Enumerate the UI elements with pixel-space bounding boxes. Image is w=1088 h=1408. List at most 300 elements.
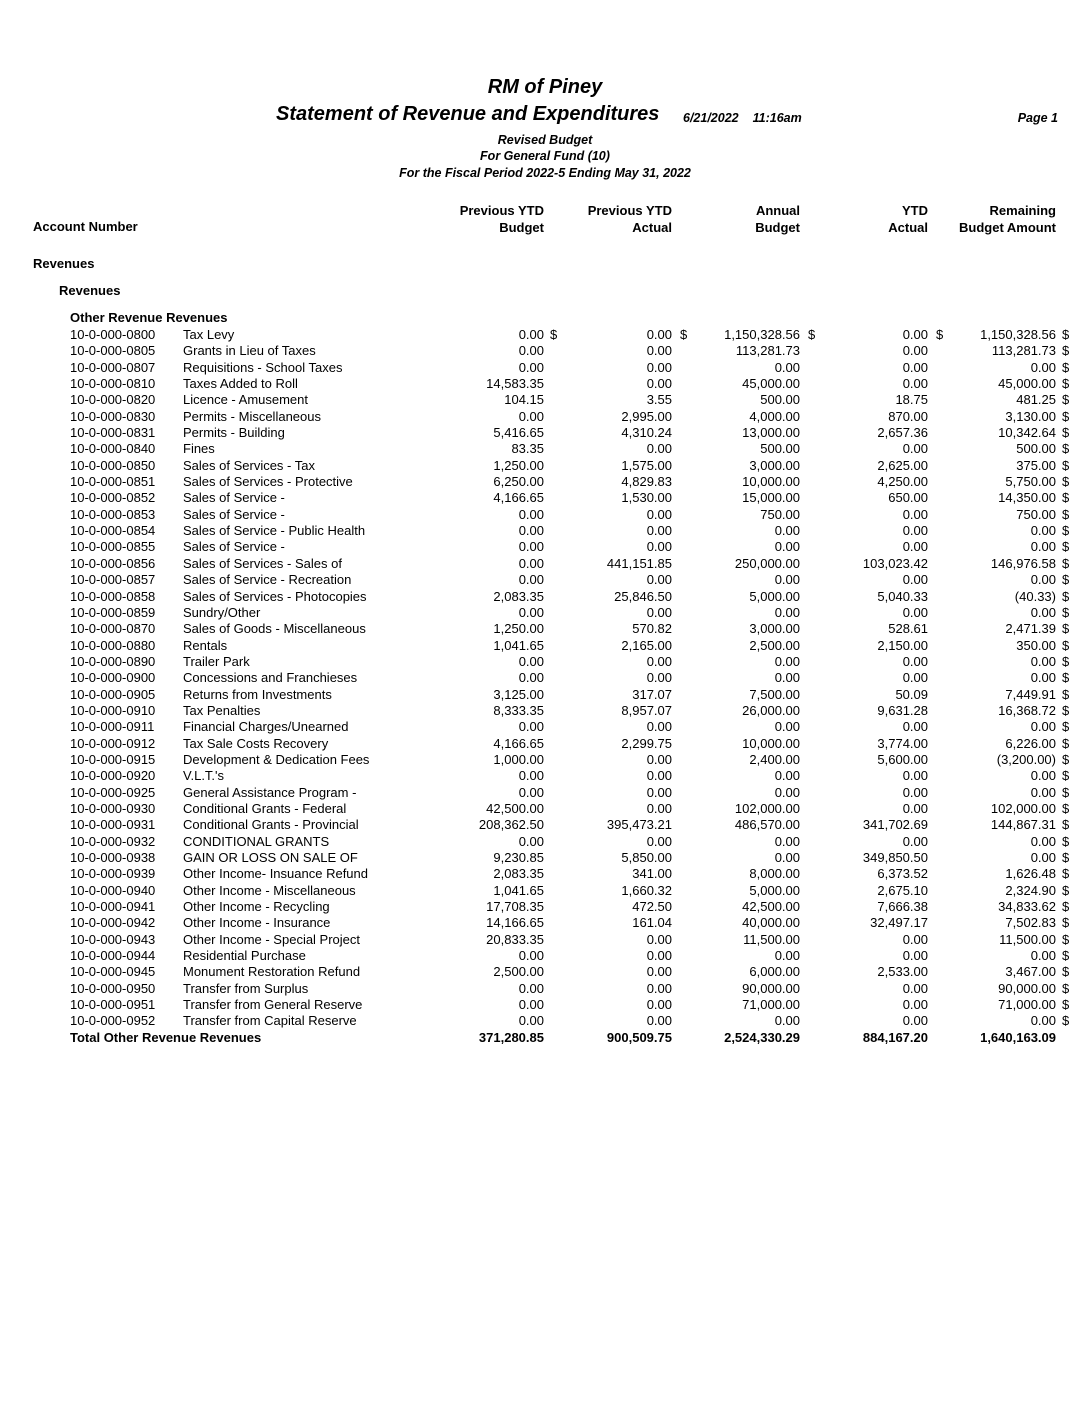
- currency-symbol: $: [1062, 408, 1070, 424]
- ytd-actual: 870.00: [888, 408, 928, 424]
- annual-budget: 0.00: [774, 833, 800, 849]
- column-header-line: Previous YTD: [459, 203, 544, 218]
- currency-symbol: $: [1062, 539, 1070, 555]
- total-annual-budget: 2,524,330.29: [724, 1029, 800, 1045]
- currency-symbol: $: [550, 327, 558, 342]
- table-row: [0, 360, 1088, 376]
- currency-symbol: $: [1062, 735, 1070, 751]
- currency-symbol: $: [1062, 621, 1070, 637]
- remaining-budget-amount: 375.00: [1016, 457, 1056, 473]
- previous-ytd-actual: 0.00: [646, 931, 672, 947]
- remaining-budget-amount: 0.00: [1030, 572, 1056, 588]
- account-description: Other Income - Insurance: [183, 915, 331, 931]
- annual-budget: 250,000.00: [734, 555, 800, 571]
- account-number: 10-0-000-0915: [70, 751, 156, 767]
- ytd-actual: 349,850.50: [862, 850, 928, 865]
- account-description: General Assistance Program -: [183, 784, 357, 800]
- previous-ytd-budget: 0.00: [518, 408, 544, 424]
- ytd-actual: 0.00: [902, 604, 928, 620]
- account-number: 10-0-000-0854: [70, 523, 156, 539]
- currency-symbol: $: [1062, 784, 1070, 800]
- annual-budget: 500.00: [760, 392, 800, 408]
- previous-ytd-budget: 14,166.65: [486, 915, 544, 931]
- account-description: Grants in Lieu of Taxes: [183, 343, 316, 359]
- previous-ytd-actual: 472.50: [632, 899, 672, 915]
- account-description: V.L.T.'s: [183, 768, 225, 784]
- previous-ytd-budget: 6,250.00: [493, 474, 544, 490]
- previous-ytd-actual: 0.00: [646, 751, 672, 767]
- account-number: 10-0-000-0931: [70, 817, 156, 833]
- annual-budget: 0.00: [774, 1013, 800, 1029]
- table-row: [0, 605, 1088, 621]
- annual-budget: 750.00: [760, 506, 800, 522]
- total-remaining-budget-amount: 1,640,163.09: [980, 1029, 1056, 1045]
- annual-budget: 13,000.00: [742, 425, 800, 441]
- remaining-budget-amount: 0.00: [1030, 784, 1056, 800]
- ytd-actual: 3,774.00: [877, 735, 928, 751]
- column-header-remaining: [959, 202, 1056, 236]
- account-description: Transfer from Capital Reserve: [183, 1013, 357, 1029]
- account-description: Sales of Service -: [183, 506, 285, 522]
- account-description: Concessions and Franchieses: [183, 670, 358, 686]
- table-row: [0, 474, 1088, 490]
- remaining-budget-amount: 2,324.90: [1005, 882, 1056, 898]
- remaining-budget-amount: 113,281.73: [991, 343, 1056, 359]
- annual-budget: 40,000.00: [742, 915, 800, 931]
- account-number: 10-0-000-0850: [70, 457, 156, 473]
- ytd-actual: 4,250.00: [877, 474, 928, 490]
- previous-ytd-budget: 0.00: [518, 1013, 544, 1029]
- table-row: [0, 785, 1088, 801]
- previous-ytd-actual: 3.55: [646, 392, 672, 408]
- remaining-budget-amount: 10,342.64: [998, 425, 1056, 441]
- annual-budget: 90,000.00: [742, 980, 800, 996]
- ytd-actual: 0.00: [902, 670, 928, 686]
- account-number: 10-0-000-0856: [70, 555, 156, 571]
- account-description: Other Income - Recycling: [183, 899, 330, 915]
- table-row: [0, 932, 1088, 948]
- account-description: Conditional Grants - Federal: [183, 800, 347, 816]
- account-number: 10-0-000-0912: [70, 735, 156, 751]
- currency-symbol: $: [1062, 866, 1070, 882]
- report-subtitle-budget: Revised Budget: [497, 133, 593, 147]
- previous-ytd-actual: 25,846.50: [614, 588, 672, 604]
- remaining-budget-amount: 0.00: [1030, 948, 1056, 964]
- currency-symbol: $: [680, 327, 688, 342]
- annual-budget: 486,570.00: [734, 817, 800, 833]
- account-description: Sundry/Other: [183, 604, 261, 620]
- remaining-budget-amount: 0.00: [1030, 653, 1056, 669]
- table-row: [0, 1013, 1088, 1029]
- table-row: [0, 392, 1088, 408]
- annual-budget: 6,000.00: [749, 964, 800, 980]
- ytd-actual: 0.00: [902, 506, 928, 522]
- account-description: GAIN OR LOSS ON SALE OF: [183, 850, 358, 865]
- annual-budget: 0.00: [774, 850, 800, 865]
- annual-budget: 500.00: [760, 441, 800, 457]
- total-label: Total Other Revenue Revenues: [70, 1029, 262, 1045]
- ytd-actual: 0.00: [902, 784, 928, 800]
- account-number: 10-0-000-0831: [70, 425, 156, 441]
- currency-symbol: $: [1062, 980, 1070, 996]
- previous-ytd-budget: 0.00: [518, 768, 544, 784]
- remaining-budget-amount: 7,502.83: [1005, 915, 1056, 931]
- previous-ytd-budget: 0.00: [518, 359, 544, 375]
- remaining-budget-amount: 0.00: [1030, 850, 1056, 865]
- currency-symbol: $: [1062, 833, 1070, 849]
- currency-symbol: $: [1062, 686, 1070, 702]
- column-header-line: Budget: [755, 220, 800, 235]
- report-subtitle-period: For the Fiscal Period 2022-5 Ending May 31, 2022: [399, 166, 691, 180]
- ytd-actual: 6,373.52: [877, 866, 928, 882]
- annual-budget: 3,000.00: [749, 621, 800, 637]
- remaining-budget-amount: 1,626.48: [1005, 866, 1056, 882]
- previous-ytd-budget: 0.00: [518, 327, 544, 342]
- currency-symbol: $: [1062, 850, 1070, 865]
- account-number: 10-0-000-0800: [70, 327, 156, 342]
- account-description: Licence - Amusement: [183, 392, 309, 408]
- annual-budget: 102,000.00: [734, 800, 800, 816]
- account-number: 10-0-000-0950: [70, 980, 156, 996]
- account-table: [0, 327, 1088, 1046]
- currency-symbol: $: [1062, 670, 1070, 686]
- currency-symbol: $: [1062, 327, 1070, 342]
- ytd-actual: 0.00: [902, 980, 928, 996]
- account-number: 10-0-000-0810: [70, 376, 156, 392]
- previous-ytd-actual: 0.00: [646, 359, 672, 375]
- previous-ytd-budget: 0.00: [518, 343, 544, 359]
- account-description: Permits - Building: [183, 425, 285, 441]
- remaining-budget-amount: (3,200.00): [996, 751, 1056, 767]
- annual-budget: 0.00: [774, 948, 800, 964]
- table-row: [0, 376, 1088, 392]
- table-row: [0, 866, 1088, 882]
- currency-symbol: $: [1062, 490, 1070, 506]
- account-description: Returns from Investments: [183, 686, 332, 702]
- annual-budget: 0.00: [774, 604, 800, 620]
- previous-ytd-budget: 0.00: [518, 604, 544, 620]
- account-description: Transfer from Surplus: [183, 980, 309, 996]
- previous-ytd-budget: 1,250.00: [493, 457, 544, 473]
- table-row: [0, 670, 1088, 686]
- previous-ytd-budget: 2,500.00: [493, 964, 544, 980]
- table-row: [0, 343, 1088, 359]
- previous-ytd-actual: 0.00: [646, 653, 672, 669]
- remaining-budget-amount: 500.00: [1016, 441, 1056, 457]
- account-description: Sales of Services - Protective: [183, 474, 353, 490]
- previous-ytd-actual: 0.00: [646, 376, 672, 392]
- remaining-budget-amount: 0.00: [1030, 539, 1056, 555]
- previous-ytd-actual: 0.00: [646, 964, 672, 980]
- annual-budget: 0.00: [774, 719, 800, 735]
- previous-ytd-actual: 0.00: [646, 719, 672, 735]
- account-number: 10-0-000-0944: [70, 948, 156, 964]
- annual-budget: 0.00: [774, 670, 800, 686]
- previous-ytd-budget: 0.00: [518, 833, 544, 849]
- account-number: 10-0-000-0911: [70, 719, 155, 735]
- ytd-actual: 2,625.00: [877, 457, 928, 473]
- previous-ytd-budget: 0.00: [518, 523, 544, 539]
- annual-budget: 0.00: [774, 784, 800, 800]
- column-header-account: Account Number: [33, 219, 138, 234]
- ytd-actual: 2,657.36: [877, 425, 928, 441]
- annual-budget: 71,000.00: [742, 997, 800, 1013]
- account-number: 10-0-000-0925: [70, 784, 156, 800]
- account-number: 10-0-000-0900: [70, 670, 156, 686]
- ytd-actual: 0.00: [902, 719, 928, 735]
- ytd-actual: 0.00: [902, 523, 928, 539]
- report-time: 11:16am: [752, 111, 802, 125]
- currency-symbol: $: [1062, 768, 1070, 784]
- previous-ytd-actual: 341.00: [632, 866, 672, 882]
- ytd-actual: 5,040.33: [877, 588, 928, 604]
- account-number: 10-0-000-0938: [70, 850, 156, 865]
- currency-symbol: $: [1062, 523, 1070, 539]
- ytd-actual: 0.00: [902, 931, 928, 947]
- previous-ytd-actual: 570.82: [632, 621, 672, 637]
- previous-ytd-actual: 0.00: [646, 539, 672, 555]
- previous-ytd-budget: 0.00: [518, 997, 544, 1013]
- ytd-actual: 0.00: [902, 768, 928, 784]
- annual-budget: 0.00: [774, 359, 800, 375]
- table-row: [0, 981, 1088, 997]
- column-header-line: YTD: [902, 203, 928, 218]
- currency-symbol: $: [1062, 457, 1070, 473]
- annual-budget: 3,000.00: [749, 457, 800, 473]
- ytd-actual: 0.00: [902, 997, 928, 1013]
- account-description: Trailer Park: [183, 653, 250, 669]
- previous-ytd-actual: 0.00: [646, 997, 672, 1013]
- column-header-prev-ytd-budget: [460, 202, 544, 236]
- table-row: [0, 719, 1088, 735]
- table-row: [0, 409, 1088, 425]
- column-header-line: Budget Amount: [959, 220, 1056, 235]
- table-row: [0, 572, 1088, 588]
- account-number: 10-0-000-0805: [70, 343, 156, 359]
- ytd-actual: 7,666.38: [877, 899, 928, 915]
- ytd-actual: 9,631.28: [877, 702, 928, 718]
- remaining-budget-amount: 11,500.00: [999, 931, 1056, 947]
- remaining-budget-amount: 16,368.72: [998, 702, 1056, 718]
- account-description: Rentals: [183, 637, 228, 653]
- remaining-budget-amount: 0.00: [1030, 768, 1056, 784]
- currency-symbol: $: [1062, 751, 1070, 767]
- ytd-actual: 0.00: [902, 800, 928, 816]
- previous-ytd-actual: 317.07: [632, 686, 672, 702]
- remaining-budget-amount: 71,000.00: [998, 997, 1056, 1013]
- table-row: [0, 817, 1088, 833]
- table-row: [0, 490, 1088, 506]
- total-row: [0, 1030, 1088, 1046]
- account-number: 10-0-000-0951: [70, 997, 156, 1013]
- remaining-budget-amount: 0.00: [1030, 719, 1056, 735]
- previous-ytd-actual: 2,299.75: [621, 735, 672, 751]
- account-number: 10-0-000-0852: [70, 490, 156, 506]
- report-title: Statement of Revenue and Expenditures: [276, 103, 660, 125]
- currency-symbol: $: [1062, 425, 1070, 441]
- remaining-budget-amount: 14,350.00: [998, 490, 1056, 506]
- previous-ytd-budget: 0.00: [518, 539, 544, 555]
- account-description: Sales of Service - Recreation: [183, 572, 352, 588]
- column-header-line: Annual: [755, 203, 800, 218]
- previous-ytd-actual: 0.00: [646, 948, 672, 964]
- previous-ytd-budget: 42,500.00: [486, 800, 544, 816]
- ytd-actual: 0.00: [902, 327, 928, 342]
- annual-budget: 113,281.73: [735, 343, 800, 359]
- previous-ytd-actual: 0.00: [646, 800, 672, 816]
- ytd-actual: 32,497.17: [870, 915, 928, 931]
- account-number: 10-0-000-0853: [70, 506, 156, 522]
- annual-budget: 2,400.00: [749, 751, 800, 767]
- table-row: [0, 654, 1088, 670]
- previous-ytd-actual: 1,660.32: [621, 882, 672, 898]
- table-row: [0, 964, 1088, 980]
- currency-symbol: $: [1062, 931, 1070, 947]
- previous-ytd-budget: 3,125.00: [493, 686, 544, 702]
- section-heading-level1: Revenues: [33, 256, 95, 271]
- table-row: [0, 327, 1088, 343]
- previous-ytd-budget: 0.00: [518, 555, 544, 571]
- page-number: Page 1: [1017, 111, 1058, 125]
- account-number: 10-0-000-0857: [70, 572, 156, 588]
- previous-ytd-budget: 0.00: [518, 948, 544, 964]
- annual-budget: 10,000.00: [742, 735, 800, 751]
- table-row: [0, 801, 1088, 817]
- currency-symbol: $: [936, 327, 944, 342]
- column-header-ytd-actual: [888, 202, 928, 236]
- previous-ytd-budget: 4,166.65: [493, 735, 544, 751]
- previous-ytd-budget: 8,333.35: [493, 702, 544, 718]
- remaining-budget-amount: 90,000.00: [998, 980, 1056, 996]
- currency-symbol: $: [1062, 588, 1070, 604]
- ytd-actual: 103,023.42: [862, 555, 928, 571]
- account-description: Sales of Services - Tax: [183, 457, 315, 473]
- account-number: 10-0-000-0858: [70, 588, 156, 604]
- table-row: [0, 850, 1088, 866]
- total-previous-ytd-actual: 900,509.75: [606, 1029, 672, 1045]
- column-header-line: Actual: [632, 220, 672, 235]
- organization-title: RM of Piney: [487, 76, 603, 98]
- ytd-actual: 0.00: [902, 343, 928, 359]
- table-row: [0, 899, 1088, 915]
- ytd-actual: 0.00: [902, 948, 928, 964]
- account-number: 10-0-000-0930: [70, 800, 156, 816]
- ytd-actual: 0.00: [902, 359, 928, 375]
- annual-budget: 7,500.00: [749, 686, 800, 702]
- previous-ytd-actual: 1,575.00: [621, 457, 672, 473]
- currency-symbol: $: [1062, 882, 1070, 898]
- previous-ytd-actual: 0.00: [646, 768, 672, 784]
- table-row: [0, 834, 1088, 850]
- account-description: Sales of Goods - Miscellaneous: [183, 621, 366, 637]
- previous-ytd-actual: 0.00: [646, 833, 672, 849]
- previous-ytd-budget: 104.15: [504, 392, 544, 408]
- currency-symbol: $: [1062, 964, 1070, 980]
- remaining-budget-amount: 0.00: [1030, 359, 1056, 375]
- account-description: Sales of Service -: [183, 539, 285, 555]
- account-description: Transfer from General Reserve: [183, 997, 363, 1013]
- previous-ytd-actual: 2,165.00: [621, 637, 672, 653]
- currency-symbol: $: [1062, 997, 1070, 1013]
- annual-budget: 15,000.00: [742, 490, 800, 506]
- table-row: [0, 703, 1088, 719]
- previous-ytd-budget: 17,708.35: [486, 899, 544, 915]
- previous-ytd-actual: 161.04: [632, 915, 672, 931]
- report-subtitle-fund: For General Fund (10): [480, 149, 610, 163]
- table-row: [0, 621, 1088, 637]
- currency-symbol: $: [1062, 555, 1070, 571]
- previous-ytd-actual: 0.00: [646, 784, 672, 800]
- account-number: 10-0-000-0945: [70, 964, 156, 980]
- previous-ytd-actual: 0.00: [646, 327, 672, 342]
- previous-ytd-actual: 0.00: [646, 1013, 672, 1029]
- currency-symbol: $: [1062, 915, 1070, 931]
- previous-ytd-actual: 0.00: [646, 604, 672, 620]
- account-description: Permits - Miscellaneous: [183, 408, 321, 424]
- account-number: 10-0-000-0855: [70, 539, 156, 555]
- account-number: 10-0-000-0880: [70, 637, 156, 653]
- table-row: [0, 539, 1088, 555]
- currency-symbol: $: [1062, 506, 1070, 522]
- remaining-budget-amount: 2,471.39: [1005, 621, 1056, 637]
- ytd-actual: 18.75: [895, 392, 928, 408]
- currency-symbol: $: [1062, 376, 1070, 392]
- previous-ytd-budget: 208,362.50: [478, 817, 544, 833]
- currency-symbol: $: [1062, 899, 1070, 915]
- ytd-actual: 528.61: [888, 621, 928, 637]
- column-header-line: Remaining: [989, 203, 1056, 218]
- previous-ytd-actual: 0.00: [646, 670, 672, 686]
- total-previous-ytd-budget: 371,280.85: [478, 1029, 544, 1045]
- previous-ytd-budget: 0.00: [518, 653, 544, 669]
- currency-symbol: $: [1062, 572, 1070, 588]
- remaining-budget-amount: 5,750.00: [1005, 474, 1056, 490]
- account-description: Tax Sale Costs Recovery: [183, 735, 329, 751]
- column-header-annual-budget: [755, 202, 800, 236]
- previous-ytd-budget: 1,000.00: [493, 751, 544, 767]
- total-ytd-actual: 884,167.20: [862, 1029, 928, 1045]
- previous-ytd-budget: 4,166.65: [493, 490, 544, 506]
- ytd-actual: 0.00: [902, 441, 928, 457]
- annual-budget: 42,500.00: [742, 899, 800, 915]
- table-row: [0, 523, 1088, 539]
- account-description: Conditional Grants - Provincial: [183, 817, 359, 833]
- annual-budget: 8,000.00: [749, 866, 800, 882]
- previous-ytd-actual: 0.00: [646, 523, 672, 539]
- account-number: 10-0-000-0941: [70, 899, 156, 915]
- ytd-actual: 0.00: [902, 653, 928, 669]
- account-description: Development & Dedication Fees: [183, 751, 370, 767]
- account-number: 10-0-000-0840: [70, 441, 156, 457]
- table-row: [0, 425, 1088, 441]
- previous-ytd-budget: 2,083.35: [493, 866, 544, 882]
- remaining-budget-amount: 144,867.31: [990, 817, 1056, 833]
- ytd-actual: 0.00: [902, 376, 928, 392]
- currency-symbol: $: [1062, 702, 1070, 718]
- account-number: 10-0-000-0820: [70, 392, 156, 408]
- ytd-actual: 341,702.69: [862, 817, 928, 833]
- annual-budget: 4,000.00: [749, 408, 800, 424]
- previous-ytd-budget: 1,041.65: [493, 637, 544, 653]
- remaining-budget-amount: 6,226.00: [1005, 735, 1056, 751]
- table-row: [0, 948, 1088, 964]
- account-description: Sales of Services - Sales of: [183, 555, 342, 571]
- section-heading-level2: Revenues: [59, 283, 121, 298]
- table-row: [0, 458, 1088, 474]
- remaining-budget-amount: 3,467.00: [1005, 964, 1056, 980]
- table-row: [0, 441, 1088, 457]
- account-description: Residential Purchase: [183, 948, 306, 964]
